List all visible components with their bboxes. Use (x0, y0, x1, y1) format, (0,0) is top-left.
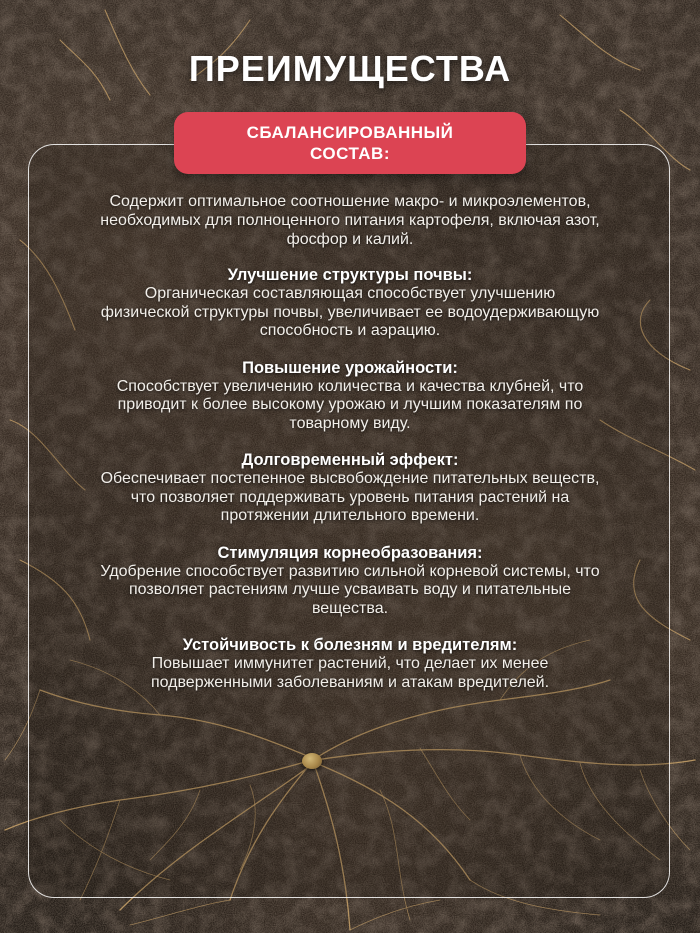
benefit-text: Органическая составляющая способствует улучшению физической структуры почвы, увеличивает ее водоудерживающую способность и аэрацию. (100, 285, 600, 339)
benefit-item (100, 265, 600, 341)
benefit-title: Улучшение структуры почвы: (227, 266, 473, 284)
benefit-title: Повышение урожайности: (242, 358, 458, 377)
benefit-item (100, 358, 600, 434)
benefit-text: Удобрение способствует развитию сильной корневой системы, что позволяет растениям лучше усваивать воду и питательные вещества. (100, 562, 600, 617)
benefit-item (100, 635, 600, 692)
benefit-item (100, 543, 600, 619)
benefit-text: Повышает иммунитет растений, что делает их менее подверженными заболеваниям и атакам вредителей. (150, 655, 550, 691)
potato-seed-icon (302, 753, 322, 769)
intro-text: Содержит оптимальное соотношение макро- и микроэлементов, необходимых для полноценного питания картофеля, включая азот, фосфор и калий. (100, 193, 600, 248)
benefit-title: Стимуляция корнеобразования: (217, 543, 483, 562)
badge-label: СБАЛАНСИРОВАННЫЙ СОСТАВ: (246, 123, 454, 163)
benefit-title: Долговременный эффект: (241, 451, 459, 469)
benefits-content (100, 192, 600, 709)
section-badge (174, 112, 526, 174)
benefit-item (100, 450, 600, 526)
page-title: ПРЕИМУЩЕСТВА (188, 48, 512, 89)
benefit-text: Способствует увеличению количества и качества клубней, что приводит к более высокому урожаю и лучшим показателям по товарному виду. (116, 377, 584, 432)
benefit-title: Устойчивость к болезням и вредителям: (182, 636, 518, 654)
benefit-text: Обеспечивает постепенное высвобождение питательных веществ, что позволяет поддерживать уровень питания растений на протяжении длительного времени. (100, 470, 600, 524)
